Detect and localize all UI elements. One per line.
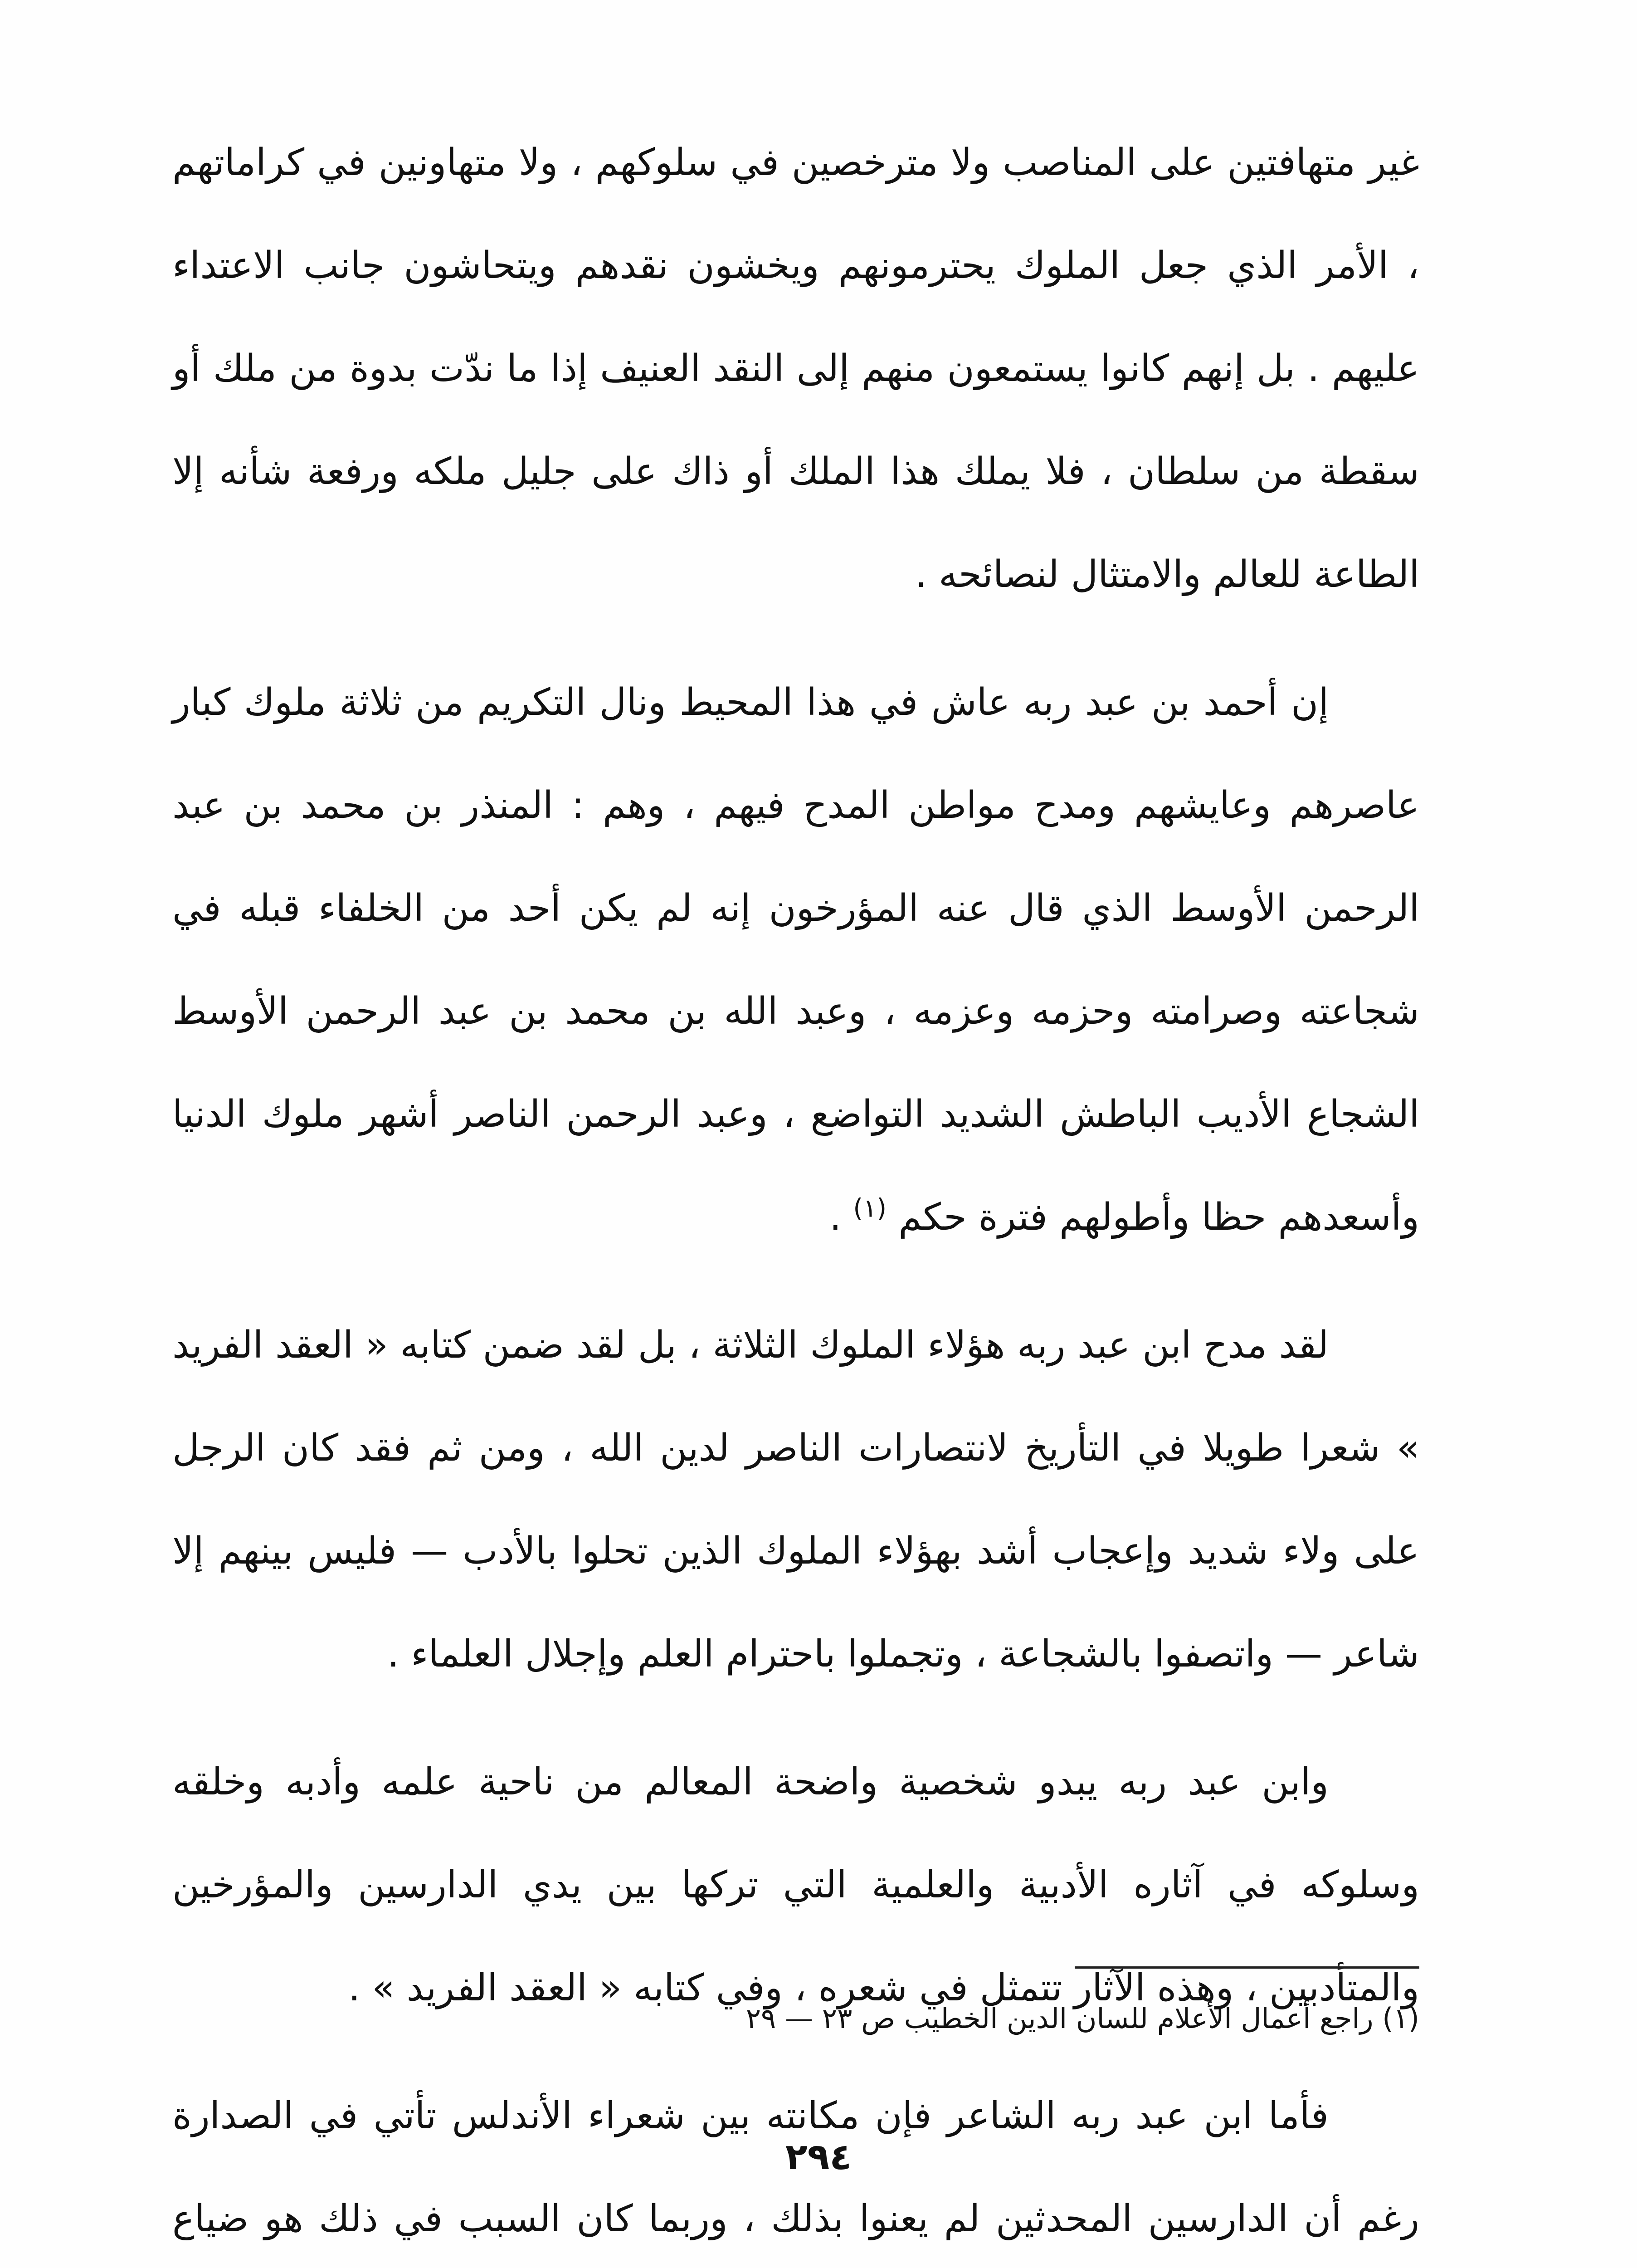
footnote: (١) راجع أعمال الأعلام للسان الدين الخطيب ص ٢٣ — ٢٩ [745, 2002, 1419, 2035]
footnote-reference: (١) [853, 1193, 887, 1223]
paragraph-1: غير متهافتين على المناصب ولا مترخصين في سلوكهم ، ولا متهاونين في كراماتهم ، الأمر الذي جعل الملوك يحترمونهم ويخشون نقدهم ويتحاشون جانب الاعتداء عليهم . بل إنهم كانوا يستمعون منهم إلى النقد العنيف إذا ما ندّت بدوة من ملك أو سقطة من سلطان ، فلا يملك هذا الملك أو ذاك على جليل ملكه ورفعة شأنه إلا الطاعة للعالم والامتثال لنصائحه . [172, 141, 1419, 596]
paragraph-2 [172, 651, 1419, 1269]
paragraph-5: فأما ابن عبد ربه الشاعر فإن مكانته بين شعراء الأندلس تأتي في الصدارة رغم أن الدارسين المحدثين لم يعنوا بذلك ، وربما كان السبب في ذلك هو ضياع [172, 2094, 1419, 2240]
paragraph-4: وابن عبد ربه يبدو شخصية واضحة المعالم من ناحية علمه وأدبه وخلقه وسلوكه في آثاره الأدبية والعلمية التي تركها بين يدي الدارسين والمؤرخين والمتأدبين ، وهذه الآثار تتمثل في شعره ، وفي كتابه « العقد الفريد » . [172, 1760, 1419, 2009]
page-number: ٢٩٤ [785, 2136, 852, 2178]
body-text [172, 111, 1419, 2268]
paragraph-2-end: . [829, 1196, 842, 1239]
footnote-separator [1075, 1966, 1419, 1969]
paragraph-3: لقد مدح ابن عبد ربه هؤلاء الملوك الثلاثة ، بل لقد ضمن كتابه « العقد الفريد » شعرا طويلا في التأريخ لانتصارات الناصر لدين الله ، ومن ثم فقد كان الرجل على ولاء شديد وإعجاب أشد بهؤلاء الملوك الذين تحلوا بالأدب — فليس بينهم إلا شاعر — واتصفوا بالشجاعة ، وتجملوا باحترام العلم وإجلال العلماء . [172, 1324, 1419, 1676]
paragraph-2-text: إن أحمد بن عبد ربه عاش في هذا المحيط ونال التكريم من ثلاثة ملوك كبار عاصرهم وعايشهم ومدح مواطن المدح فيهم ، وهم : المنذر بن محمد بن عبد الرحمن الأوسط الذي قال عنه المؤرخون إنه لم يكن أحد من الخلفاء قبله في شجاعته وصرامته وحزمه وعزمه ، وعبد الله بن محمد بن عبد الرحمن الأوسط الشجاع الأديب الباطش الشديد التواضع ، وعبد الرحمن الناصر أشهر ملوك الدنيا وأسعدهم حظا وأطولهم فترة حكم [172, 681, 1419, 1239]
